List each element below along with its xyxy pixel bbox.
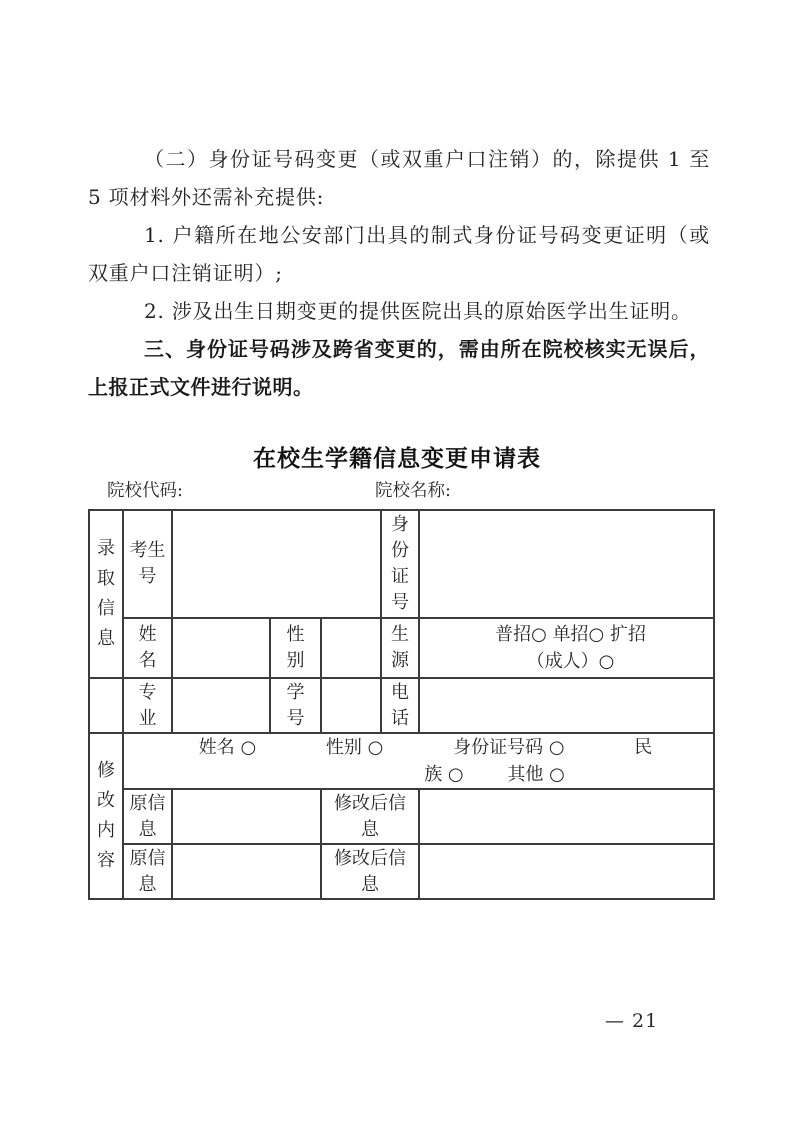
paragraph-item-1: 1. 户籍所在地公安部门出具的制式身份证号码变更证明（或双重户口注销证明）; — [88, 223, 710, 285]
gender-value-cell — [321, 618, 381, 678]
section-spacer-cell — [89, 678, 123, 733]
admission-section-label: 录取信息 — [97, 538, 115, 649]
modified-info-label-cell — [321, 844, 419, 899]
table-row — [89, 678, 714, 733]
student-no-label: 学号 — [286, 681, 305, 729]
modify-item-ethnic-part1: 民 — [634, 737, 653, 758]
original-info-label: 原信息 — [129, 847, 166, 895]
id-no-value-cell — [419, 510, 714, 618]
original-info-label: 原信息 — [129, 792, 166, 840]
student-no-label-cell — [270, 678, 321, 733]
gender-label-cell — [270, 618, 321, 678]
table-row — [89, 844, 714, 899]
school-code-label: 院校代码: — [107, 481, 183, 501]
name-label: 姓名 — [138, 624, 157, 671]
paragraph-section-2: （二）身份证号码变更（或双重户口注销）的，除提供 1 至 5 项材料外还需补充提供: — [88, 147, 710, 209]
modify-section-label: 修改内容 — [97, 760, 115, 871]
modify-items-line-2 — [124, 761, 713, 788]
modify-items-cell — [123, 733, 714, 789]
source-option-line-2: （成人）○ — [526, 651, 615, 672]
student-info-change-table — [88, 509, 715, 900]
form-title: 在校生学籍信息变更申请表 — [253, 446, 541, 472]
original-info-value-cell — [172, 789, 321, 844]
phone-label-cell — [381, 678, 419, 733]
source-options-cell — [419, 618, 714, 678]
school-name-label: 院校名称: — [375, 481, 451, 501]
exam-no-label-cell — [123, 510, 172, 618]
gender-label: 性别 — [286, 624, 305, 671]
original-info-label-cell — [123, 844, 172, 899]
table-row — [89, 618, 714, 678]
exam-no-value-cell — [172, 510, 381, 618]
major-label-cell — [123, 678, 172, 733]
exam-no-label: 考生号 — [129, 540, 166, 587]
modified-info-label: 修改后信息 — [334, 792, 407, 840]
modified-info-label: 修改后信息 — [334, 847, 407, 895]
modify-section-cell — [89, 733, 123, 899]
source-label: 生源 — [391, 624, 410, 671]
modify-item-id-no: 身份证号码 ○ — [453, 737, 565, 758]
school-info-line — [88, 477, 713, 503]
table-row — [89, 733, 714, 789]
page-number: — 21 — [605, 1010, 659, 1032]
major-value-cell — [172, 678, 270, 733]
modified-info-value-cell — [419, 844, 714, 899]
modified-info-value-cell — [419, 789, 714, 844]
modified-info-label-cell — [321, 789, 419, 844]
source-label-cell — [381, 618, 419, 678]
table-row — [89, 510, 714, 618]
name-value-cell — [172, 618, 270, 678]
name-label-cell — [123, 618, 172, 678]
id-no-label-cell — [381, 510, 419, 618]
original-info-label-cell — [123, 789, 172, 844]
original-info-value-cell — [172, 844, 321, 899]
paragraph-item-2: 2. 涉及出生日期变更的提供医院出具的原始医学出生证明。 — [144, 299, 692, 323]
source-option-line-1: 普招○ 单招○ 扩招 — [495, 624, 646, 645]
modify-items-line-1 — [124, 734, 713, 761]
modify-item-name: 姓名 ○ — [198, 737, 257, 758]
phone-value-cell — [419, 678, 714, 733]
modify-item-other: 其他 ○ — [507, 764, 565, 785]
major-label: 专业 — [138, 681, 157, 729]
table-row — [89, 789, 714, 844]
id-no-label: 身份证号 — [391, 514, 410, 613]
body-text-block — [88, 140, 710, 406]
phone-label: 电话 — [391, 681, 410, 729]
student-no-value-cell — [321, 678, 381, 733]
modify-item-gender: 性别 ○ — [325, 737, 384, 758]
modify-item-ethnic-part2: 族 ○ — [424, 764, 464, 785]
admission-section-cell — [89, 510, 123, 678]
paragraph-section-3: 三、身份证号码涉及跨省变更的，需由所在院校核实无误后，上报正式文件进行说明。 — [88, 337, 710, 399]
